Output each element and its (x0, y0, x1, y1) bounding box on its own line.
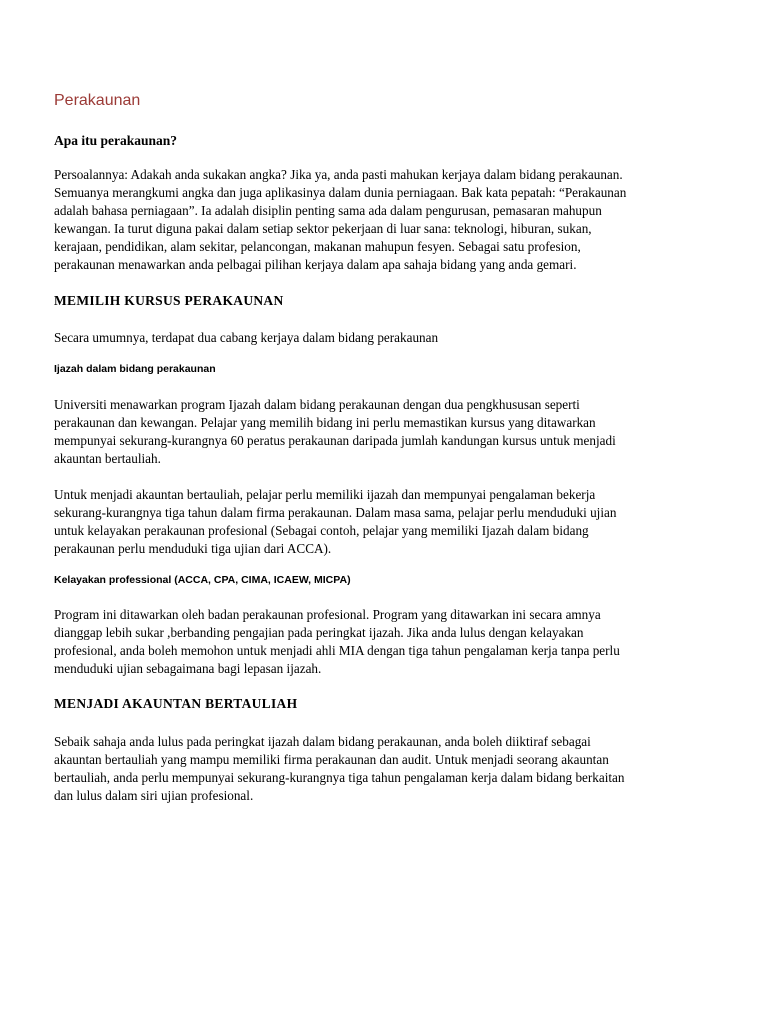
intro-line: Persoalannya: Adakah anda sukakan angka? Jika ya, anda pasti mahukan kerjaya dalam bidang perakaunan. (54, 167, 623, 182)
intro-line: adalah bahasa perniagaan”. Ia adalah disiplin penting sama ada dalam pengurusan, pemasaran mahupun (54, 203, 602, 218)
paragraph-line: profesional, anda boleh memohon untuk menjadi ahli MIA dengan tiga tahun pengalaman kerja tanpa perlu (54, 643, 620, 658)
page-title: Perakaunan (54, 92, 141, 109)
ijazah-paragraph-2 (54, 486, 616, 558)
paragraph-line: perakaunan perlu menduduki tiga ujian dari ACCA). (54, 541, 332, 556)
paragraph-line: mempunyai sekurang-kurangnya 60 peratus perakaunan daripada jumlah kandungan kursus untuk menjadi (54, 433, 616, 448)
paragraph-line: bertauliah, anda perlu mempunyai sekurang-kurangnya tiga tahun pengalaman kerja dalam bidang berkaitan (54, 770, 625, 785)
paragraph-line: Sebaik sahaja anda lulus pada peringkat ijazah dalam bidang perakaunan, anda boleh diiktiraf sebagai (54, 734, 591, 749)
question-heading: Apa itu perakaunan? (54, 133, 178, 148)
section-heading-menjadi-akauntan: MENJADI AKAUNTAN BERTAULIAH (54, 696, 298, 711)
paragraph-line: menduduki ujian sebagaimana bagi lepasan ijazah. (54, 661, 322, 676)
paragraph-line: akauntan bertauliah yang mampu memiliki firma perakaunan dan audit. Untuk menjadi seorang akauntan (54, 752, 609, 767)
subheading-ijazah: Ijazah dalam bidang perakaunan (54, 363, 216, 375)
intro-line: kewangan. Ia turut diguna pakai dalam setiap sektor pekerjaan di luar sana: teknologi, hiburan, sukan, (54, 221, 592, 236)
intro-line: Semuanya merangkumi angka dan juga aplikasinya dalam dunia perniagaan. Bak kata pepatah: “Perakaunan (54, 185, 627, 200)
section-heading-memilih-kursus: MEMILIH KURSUS PERAKAUNAN (54, 293, 284, 308)
intro-line: perakaunan menawarkan anda pelbagai pilihan kerjaya dalam apa sahaja bidang yang anda gemari. (54, 257, 577, 272)
akauntan-paragraph (54, 733, 625, 805)
paragraph-line: akauntan bertauliah. (54, 451, 161, 466)
paragraph-line: perakaunan dan kewangan. Pelajar yang memilih bidang ini perlu memastikan kursus yang ditawarkan (54, 415, 596, 430)
kelayakan-paragraph (54, 606, 620, 678)
summary-line: Secara umumnya, terdapat dua cabang kerjaya dalam bidang perakaunan (54, 330, 439, 345)
paragraph-line: Untuk menjadi akauntan bertauliah, pelajar perlu memiliki ijazah dan mempunyai pengalaman bekerja (54, 487, 596, 502)
paragraph-line: dan lulus dalam siri ujian profesional. (54, 788, 254, 803)
paragraph-line: Program ini ditawarkan oleh badan perakaunan profesional. Program yang ditawarkan ini secara amnya (54, 607, 601, 622)
ijazah-paragraph-1 (54, 396, 616, 468)
paragraph-line: dianggap lebih sukar ,berbanding pengajian pada peringkat ijazah. Jika anda lulus dengan kelayakan (54, 625, 584, 640)
section-summary (54, 329, 438, 347)
paragraph-line: untuk kelayakan perakaunan profesional (Sebagai contoh, pelajar yang memiliki Ijazah dalam bidang (54, 523, 589, 538)
paragraph-line: sekurang-kurangnya tiga tahun dalam firma perakaunan. Dalam masa sama, pelajar perlu menduduki ujian (54, 505, 617, 520)
intro-paragraph (54, 166, 626, 274)
paragraph-line: Universiti menawarkan program Ijazah dalam bidang perakaunan dengan dua pengkhususan seperti (54, 397, 580, 412)
subheading-kelayakan-professional: Kelayakan professional (ACCA, CPA, CIMA, ICAEW, MICPA) (54, 574, 351, 586)
intro-line: kerajaan, pendidikan, alam sekitar, pelancongan, makanan mahupun fesyen. Sebagai satu profesion, (54, 239, 581, 254)
